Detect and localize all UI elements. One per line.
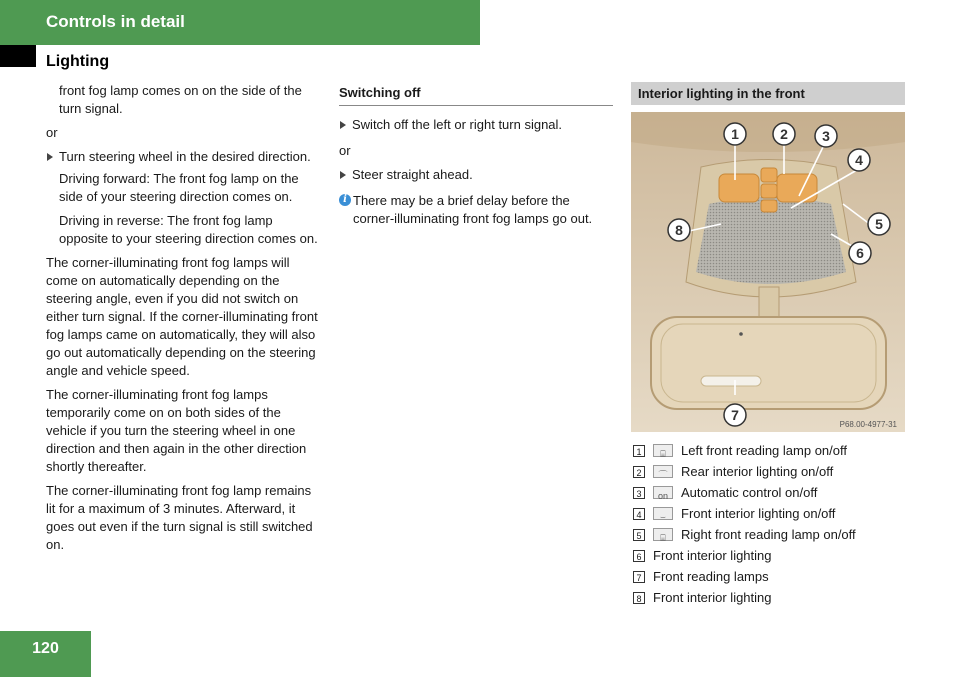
svg-text:3: 3 xyxy=(822,128,830,144)
legend-number: 8 xyxy=(633,592,645,604)
interior-lighting-photo xyxy=(631,112,905,432)
legend-item xyxy=(633,524,856,545)
paragraph: Driving in reverse: The front fog lamp opposite to your steering direction comes on. xyxy=(59,213,318,246)
paragraph: The corner-illuminating front fog lamp remains lit for a maximum of 3 minutes. Afterward, it goes out even if the turn signal is still switched on. xyxy=(46,483,313,552)
or-text: or xyxy=(339,143,351,158)
legend-item xyxy=(633,461,856,482)
legend-text: Rear interior lighting on/off xyxy=(681,464,834,479)
legend-number: 2 xyxy=(633,466,645,478)
svg-text:7: 7 xyxy=(731,407,739,423)
photo-code: P68.00-4977-31 xyxy=(839,420,897,429)
legend-number: 6 xyxy=(633,550,645,562)
page-number: 120 xyxy=(32,640,59,657)
step-item: Turn steering wheel in the desired direction. xyxy=(46,148,324,166)
legend-text: Front interior lighting on/off xyxy=(681,506,836,521)
legend-text: Right front reading lamp on/off xyxy=(681,527,856,542)
callout-3 xyxy=(815,125,837,147)
legend-number: 7 xyxy=(633,571,645,583)
step-item: Switch off the left or right turn signal. xyxy=(339,116,613,134)
legend-item xyxy=(633,482,856,503)
svg-text:8: 8 xyxy=(675,222,683,238)
paragraph: The corner-illuminating front fog lamps temporarily come on on both sides of the vehicle if you turn the steering wheel in one direction and then again in the other direction shortly thereafter. xyxy=(46,387,307,474)
legend-number: 3 xyxy=(633,487,645,499)
paragraph: Driving forward: The front fog lamp on the side of your steering direction comes on. xyxy=(59,171,299,204)
info-note xyxy=(339,192,613,228)
legend-number: 4 xyxy=(633,508,645,520)
automatic-control-icon: on xyxy=(653,486,673,499)
section-tab-marker xyxy=(0,45,36,67)
legend-text: Front interior lighting xyxy=(653,548,772,563)
svg-text:1: 1 xyxy=(731,126,739,142)
legend-item xyxy=(633,587,856,608)
legend-number: 5 xyxy=(633,529,645,541)
svg-text:4: 4 xyxy=(855,152,863,168)
right-reading-lamp-icon: ⌸ xyxy=(653,528,673,541)
chapter-title: Controls in detail xyxy=(46,12,185,31)
paragraph: The corner-illuminating front fog lamps will come on automatically depending on the steering angle, even if you did not switch on either turn signal. If the corner-illuminating front fog lamps came on automatically, they will also go out automatically depending on the steering angle and vehicle speed. xyxy=(46,255,318,378)
legend-text: Automatic control on/off xyxy=(681,485,818,500)
legend-item xyxy=(633,503,856,524)
section-title: Lighting xyxy=(46,53,110,70)
svg-text:2: 2 xyxy=(780,126,788,142)
legend-list xyxy=(633,440,856,608)
rear-lighting-icon: ⌒ xyxy=(653,465,673,478)
text-column-2 xyxy=(339,84,613,228)
legend-item xyxy=(633,566,856,587)
info-text: There may be a brief delay before the corner-illuminating front fog lamps go out. xyxy=(353,193,593,226)
legend-text: Left front reading lamp on/off xyxy=(681,443,847,458)
subsection-heading: Switching off xyxy=(339,84,613,106)
legend-item xyxy=(633,440,856,461)
callout-1 xyxy=(724,123,746,145)
svg-text:6: 6 xyxy=(856,245,864,261)
info-icon: i xyxy=(339,194,351,206)
front-lighting-icon: ⌣ xyxy=(653,507,673,520)
callout-4 xyxy=(848,149,870,171)
panel-heading: Interior lighting in the front xyxy=(631,82,905,105)
svg-text:5: 5 xyxy=(875,216,883,232)
step-item: Steer straight ahead. xyxy=(339,166,613,184)
legend-text: Front reading lamps xyxy=(653,569,769,584)
callout-8 xyxy=(668,219,690,241)
callout-5 xyxy=(868,213,890,235)
legend-text: Front interior lighting xyxy=(653,590,772,605)
callout-2 xyxy=(773,123,795,145)
left-reading-lamp-icon: ⌸ xyxy=(653,444,673,457)
text-column-1 xyxy=(46,82,324,560)
callout-7 xyxy=(724,404,746,426)
or-text: or xyxy=(46,125,58,140)
callout-6 xyxy=(849,242,871,264)
legend-number: 1 xyxy=(633,445,645,457)
paragraph: front fog lamp comes on on the side of the turn signal. xyxy=(59,83,302,116)
